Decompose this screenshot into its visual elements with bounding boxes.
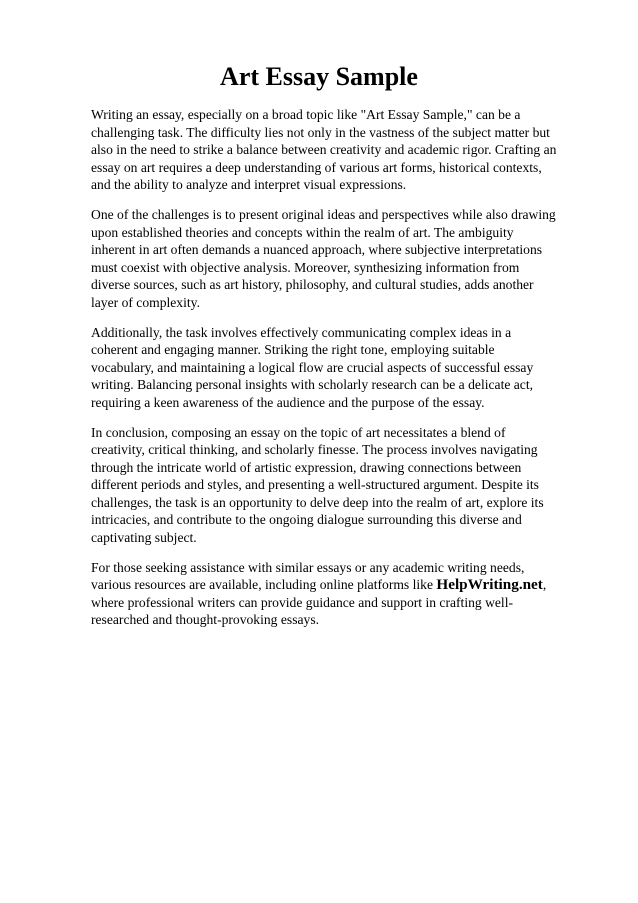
helpwriting-link[interactable]: HelpWriting.net — [436, 576, 543, 594]
resources-text-after: , where professional writers can provide guidance and support in crafting well-researched and thought-provoking essays. — [91, 577, 547, 628]
document-title: Art Essay Sample — [220, 62, 418, 91]
paragraph-resources — [91, 559, 559, 629]
paragraph-conclusion: In conclusion, composing an essay on the topic of art necessitates a blend of creativity, critical thinking, and scholarly finesse. The process involves navigating through the intricate world of artistic expression, drawing connections between different periods and styles, and presenting a well-structured argument. Despite its challenges, the task is an opportunity to delve deep into the realm of art, explore its intricacies, and contribute to the ongoing dialogue surrounding this diverse and captivating subject. — [91, 424, 544, 546]
paragraph-communication: Additionally, the task involves effectively communicating complex ideas in a coherent and engaging manner. Striking the right tone, employing suitable vocabulary, and maintaining a logical flow are crucial aspects of successful essay writing. Balancing personal insights with scholarly research can be a delicate act, requiring a keen awareness of the audience and the purpose of the essay. — [91, 324, 534, 410]
paragraph-intro: Writing an essay, especially on a broad topic like "Art Essay Sample," can be a challenging task. The difficulty lies not only in the vastness of the subject matter but also in the need to strike a balance between creativity and academic rigor. Crafting an essay on art requires a deep understanding of various art forms, historical contexts, and the ability to analyze and interpret visual expressions. — [91, 107, 557, 193]
document-body — [91, 106, 559, 641]
paragraph-challenges: One of the challenges is to present original ideas and perspectives while also drawing upon established theories and concepts within the realm of art. The ambiguity inherent in art often demands a nuanced approach, where subjective interpretations must coexist with objective analysis. Moreover, synthesizing information from diverse sources, such as art history, philosophy, and cultural studies, adds another layer of complexity. — [91, 206, 556, 310]
resources-text-before: For those seeking assistance with similar essays or any academic writing needs, various resources are available, including online platforms like — [91, 559, 525, 593]
